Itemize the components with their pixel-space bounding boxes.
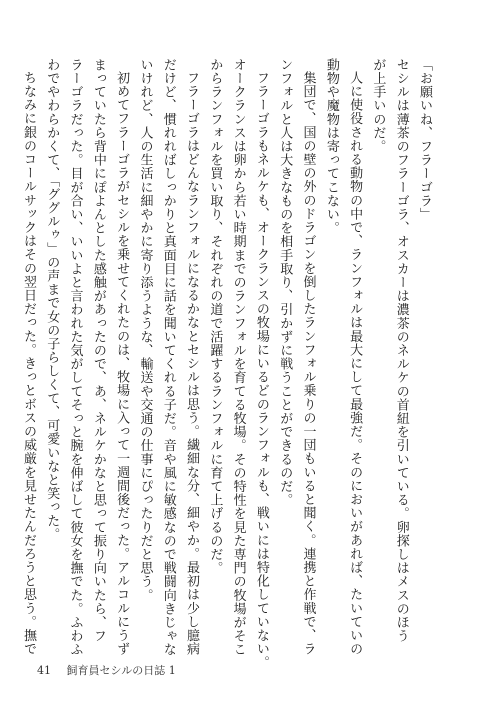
- text-line: わでやわらかくて、「ググルゥ」の声まで女の子らしくて、可愛いなと笑った。: [44, 58, 60, 542]
- text-line: が上手いのだ。: [370, 58, 386, 154]
- page-footer: [37, 662, 176, 678]
- text-line: フラーゴラもネルケも、オークランスの牧場にいるどのランフォルも、戦いには特化していない。: [253, 71, 269, 670]
- book-title: 飼育員セシルの日誌 1: [66, 664, 176, 677]
- text-line: セシルは薄茶のフラーゴラ、オスカーは濃茶のネルケの首紐を引いている。卵探しはメスのほう: [393, 58, 409, 643]
- text-line: フラーゴラはどんなランフォルになるかなとセシルは思う。繊細な分、細やか。最初は少し臆病: [184, 71, 200, 656]
- text-line: 集団で、国の壁の外のドラゴンを倒したランフォル乗りの一団もいると聞く。連携と作戦で、ラ: [300, 71, 316, 656]
- page-number: 41: [37, 664, 51, 677]
- text-line: からランフォルを買い取り、それぞれの道で活躍するランフォルに育て上げるのだ。: [207, 58, 223, 575]
- text-line: まっていたら背中にぽよんとした感触があったので、あ、ネルケかなと思って振り向いたら、フ: [90, 58, 106, 643]
- text-line: オークランスは卵から若い時期までのランフォルを育てる牧場。その特性を見た専門の牧場がそこ: [230, 58, 246, 657]
- text-line: 初めてフラーゴラがセシルを乗せてくれたのは、牧場に入って一週間後だった。アルコルにうず: [114, 71, 130, 656]
- text-line: ラーゴラだった。目が合い、いいよと言われた気がしてそっと腕を伸ばして彼女を撫でた。ふわふ: [67, 58, 83, 657]
- vertical-text-block: [17, 58, 436, 670]
- text-line: ちなみに銀のコールサックはその翌日だった。きっとボスの威厳を見せたんだろうと思う。撫で: [20, 71, 36, 656]
- text-line: いけれど、人の生活に細やかに寄り添うような、輸送や交通の仕事にぴったりだと思う。: [137, 58, 153, 602]
- text-line: ンフォルと人は大きなものを相手取り、引かずに戦うことができるのだ。: [277, 58, 293, 507]
- text-line: だけど、慣れればしっかりと真面目に話を聞いてくれる子だ。音や風に敏感なので戦闘向きじゃな: [160, 58, 176, 657]
- text-line: 人に使役される動物の中で、ランフォルは最大にして最強だ。そのにおいがあれば、たいていの: [347, 71, 363, 656]
- text-line: 動物や魔物は寄ってこない。: [323, 58, 339, 235]
- text-line: 「お願いね、フラーゴラ」: [417, 58, 432, 222]
